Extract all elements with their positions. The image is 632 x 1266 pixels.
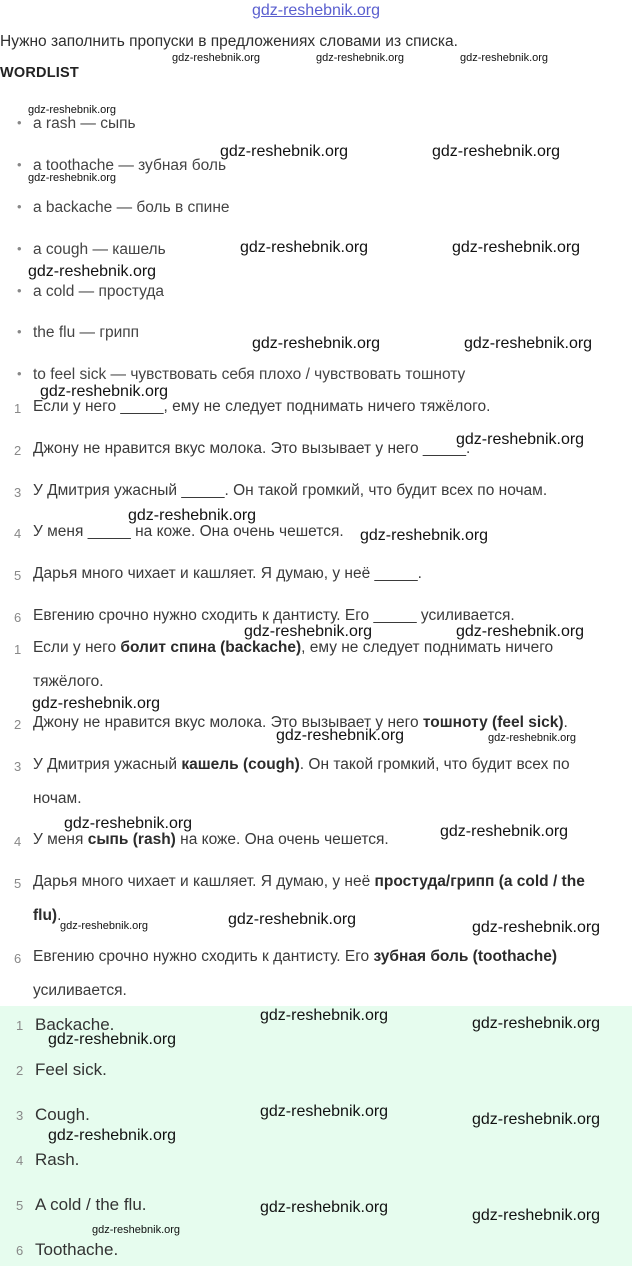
wordlist-item-text: the flu — грипп bbox=[33, 324, 140, 341]
solution-answer: тошноту (feel sick) bbox=[422, 714, 564, 731]
watermark: gdz-reshebnik.org bbox=[32, 695, 161, 712]
bullet-icon: • bbox=[17, 366, 22, 381]
watermark: gdz-reshebnik.org bbox=[260, 1199, 389, 1216]
answer-number: 3 bbox=[16, 1108, 24, 1123]
solution-text: , ему не следует поднимать ничего bbox=[301, 639, 554, 656]
task-number: 6 bbox=[14, 610, 22, 625]
watermark: gdz-reshebnik.org bbox=[28, 263, 157, 280]
solution-number: 5 bbox=[14, 876, 22, 891]
watermark: gdz-reshebnik.org bbox=[128, 507, 257, 524]
solution-sentence bbox=[33, 639, 553, 657]
watermark: gdz-reshebnik.org bbox=[472, 1015, 601, 1032]
solution-number: 3 bbox=[14, 759, 22, 774]
instruction-text: Нужно заполнить пропуски в предложениях словами из списка. bbox=[0, 33, 458, 50]
watermark: gdz-reshebnik.org bbox=[472, 1111, 601, 1128]
watermark: gdz-reshebnik.org bbox=[456, 431, 585, 448]
watermark: gdz-reshebnik.org bbox=[440, 823, 569, 840]
solution-number: 6 bbox=[14, 951, 22, 966]
site-header-link[interactable]: gdz-reshebnik.org bbox=[251, 2, 381, 19]
solution-answer: flu) bbox=[33, 907, 58, 924]
solution-text: У меня bbox=[33, 831, 88, 848]
wordlist-item-text: a toothache — зубная боль bbox=[33, 157, 227, 174]
solution-text: . Он такой громкий, что будит всех по bbox=[299, 756, 570, 773]
solution-text: Евгению срочно нужно сходить к дантисту. Его bbox=[33, 948, 374, 965]
task-sentence: Евгению срочно нужно сходить к дантисту. Его _____ усиливается. bbox=[33, 607, 515, 624]
watermark: gdz-reshebnik.org bbox=[240, 239, 369, 256]
task-number: 4 bbox=[14, 526, 22, 541]
watermark: gdz-reshebnik.org bbox=[488, 732, 577, 744]
solution-sentence bbox=[33, 873, 585, 891]
answer-number: 4 bbox=[16, 1153, 24, 1168]
bullet-icon: • bbox=[17, 324, 22, 339]
solution-text: . bbox=[57, 907, 62, 924]
task-sentence: У Дмитрия ужасный _____. Он такой громкий, что будит всех по ночам. bbox=[33, 482, 548, 499]
watermark: gdz-reshebnik.org bbox=[28, 172, 117, 184]
watermark: gdz-reshebnik.org bbox=[92, 1224, 181, 1236]
watermark: gdz-reshebnik.org bbox=[456, 623, 585, 640]
answer-number: 5 bbox=[16, 1198, 24, 1213]
wordlist-item-text: a cold — простуда bbox=[33, 283, 165, 300]
solution-continuation: ночам. bbox=[33, 790, 82, 807]
solution-sentence bbox=[33, 948, 557, 966]
bullet-icon: • bbox=[17, 115, 22, 130]
watermark: gdz-reshebnik.org bbox=[432, 143, 561, 160]
answer-number: 6 bbox=[16, 1243, 24, 1258]
task-number: 1 bbox=[14, 401, 22, 416]
wordlist-item bbox=[17, 241, 166, 259]
wordlist-item bbox=[17, 324, 140, 342]
answer-number: 1 bbox=[16, 1018, 24, 1033]
task-number: 2 bbox=[14, 443, 22, 458]
watermark: gdz-reshebnik.org bbox=[472, 1207, 601, 1224]
task-sentence: Джону не нравится вкус молока. Это вызывает у него _____. bbox=[33, 440, 471, 457]
wordlist-item bbox=[17, 366, 466, 384]
solution-continuation bbox=[33, 907, 61, 925]
solution-text: Джону не нравится вкус молока. Это вызывает у него bbox=[33, 714, 423, 731]
solution-number: 2 bbox=[14, 717, 22, 732]
watermark: gdz-reshebnik.org bbox=[172, 52, 261, 64]
watermark: gdz-reshebnik.org bbox=[276, 727, 405, 744]
wordlist-item-text: to feel sick — чувствовать себя плохо / чувствовать тошноту bbox=[33, 366, 466, 383]
answer-text: Cough. bbox=[35, 1105, 90, 1124]
task-sentence: Если у него _____, ему не следует поднимать ничего тяжёлого. bbox=[33, 398, 491, 415]
watermark: gdz-reshebnik.org bbox=[228, 911, 357, 928]
answer-text: Rash. bbox=[35, 1150, 80, 1169]
solution-number: 1 bbox=[14, 642, 22, 657]
bullet-icon: • bbox=[17, 157, 22, 172]
watermark: gdz-reshebnik.org bbox=[472, 919, 601, 936]
watermark: gdz-reshebnik.org bbox=[60, 920, 149, 932]
bullet-icon: • bbox=[17, 199, 22, 214]
watermark: gdz-reshebnik.org bbox=[316, 52, 405, 64]
watermark: gdz-reshebnik.org bbox=[40, 383, 169, 400]
wordlist-item-text: a backache — боль в спине bbox=[33, 199, 230, 216]
solution-continuation: усиливается. bbox=[33, 982, 127, 999]
answer-text: Backache. bbox=[35, 1015, 115, 1034]
solution-text: на коже. Она очень чешется. bbox=[175, 831, 389, 848]
solution-answer: болит спина (backache) bbox=[120, 639, 302, 656]
answer-text: A cold / the flu. bbox=[35, 1195, 147, 1214]
wordlist-item bbox=[17, 115, 136, 133]
watermark: gdz-reshebnik.org bbox=[244, 623, 373, 640]
answer-number: 2 bbox=[16, 1063, 24, 1078]
wordlist-item-text: a rash — сыпь bbox=[33, 115, 136, 132]
solution-answer: зубная боль (toothache) bbox=[373, 948, 558, 965]
answer-text: Feel sick. bbox=[35, 1060, 107, 1079]
watermark: gdz-reshebnik.org bbox=[452, 239, 581, 256]
watermark: gdz-reshebnik.org bbox=[48, 1031, 177, 1048]
solution-answer: простуда/грипп (a cold / the bbox=[374, 873, 585, 890]
watermark: gdz-reshebnik.org bbox=[460, 52, 549, 64]
watermark: gdz-reshebnik.org bbox=[260, 1103, 389, 1120]
watermark: gdz-reshebnik.org bbox=[28, 104, 117, 116]
solution-text: Дарья много чихает и кашляет. Я думаю, у неё bbox=[33, 873, 375, 890]
task-number: 3 bbox=[14, 485, 22, 500]
watermark: gdz-reshebnik.org bbox=[260, 1007, 389, 1024]
bullet-icon: • bbox=[17, 283, 22, 298]
bullet-icon: • bbox=[17, 241, 22, 256]
watermark: gdz-reshebnik.org bbox=[220, 143, 349, 160]
watermark: gdz-reshebnik.org bbox=[360, 527, 489, 544]
watermark: gdz-reshebnik.org bbox=[64, 815, 193, 832]
wordlist-heading: WORDLIST bbox=[0, 65, 79, 81]
solution-sentence bbox=[33, 756, 570, 774]
solution-text: Если у него bbox=[33, 639, 121, 656]
solution-text: . bbox=[563, 714, 568, 731]
wordlist-item bbox=[17, 199, 230, 217]
task-number: 5 bbox=[14, 568, 22, 583]
wordlist-item bbox=[17, 283, 165, 301]
solution-answer: кашель (cough) bbox=[181, 756, 300, 773]
solution-sentence bbox=[33, 831, 389, 849]
watermark: gdz-reshebnik.org bbox=[252, 335, 381, 352]
solution-text: У Дмитрия ужасный bbox=[33, 756, 182, 773]
solution-answer: сыпь (rash) bbox=[87, 831, 176, 848]
answer-text: Toothache. bbox=[35, 1240, 119, 1259]
wordlist-item-text: a cough — кашель bbox=[33, 241, 166, 258]
solution-number: 4 bbox=[14, 834, 22, 849]
watermark: gdz-reshebnik.org bbox=[48, 1127, 177, 1144]
solution-continuation: тяжёлого. bbox=[33, 673, 104, 690]
task-sentence: Дарья много чихает и кашляет. Я думаю, у неё _____. bbox=[33, 565, 422, 582]
task-sentence: У меня _____ на коже. Она очень чешется. bbox=[33, 523, 344, 540]
watermark: gdz-reshebnik.org bbox=[464, 335, 593, 352]
